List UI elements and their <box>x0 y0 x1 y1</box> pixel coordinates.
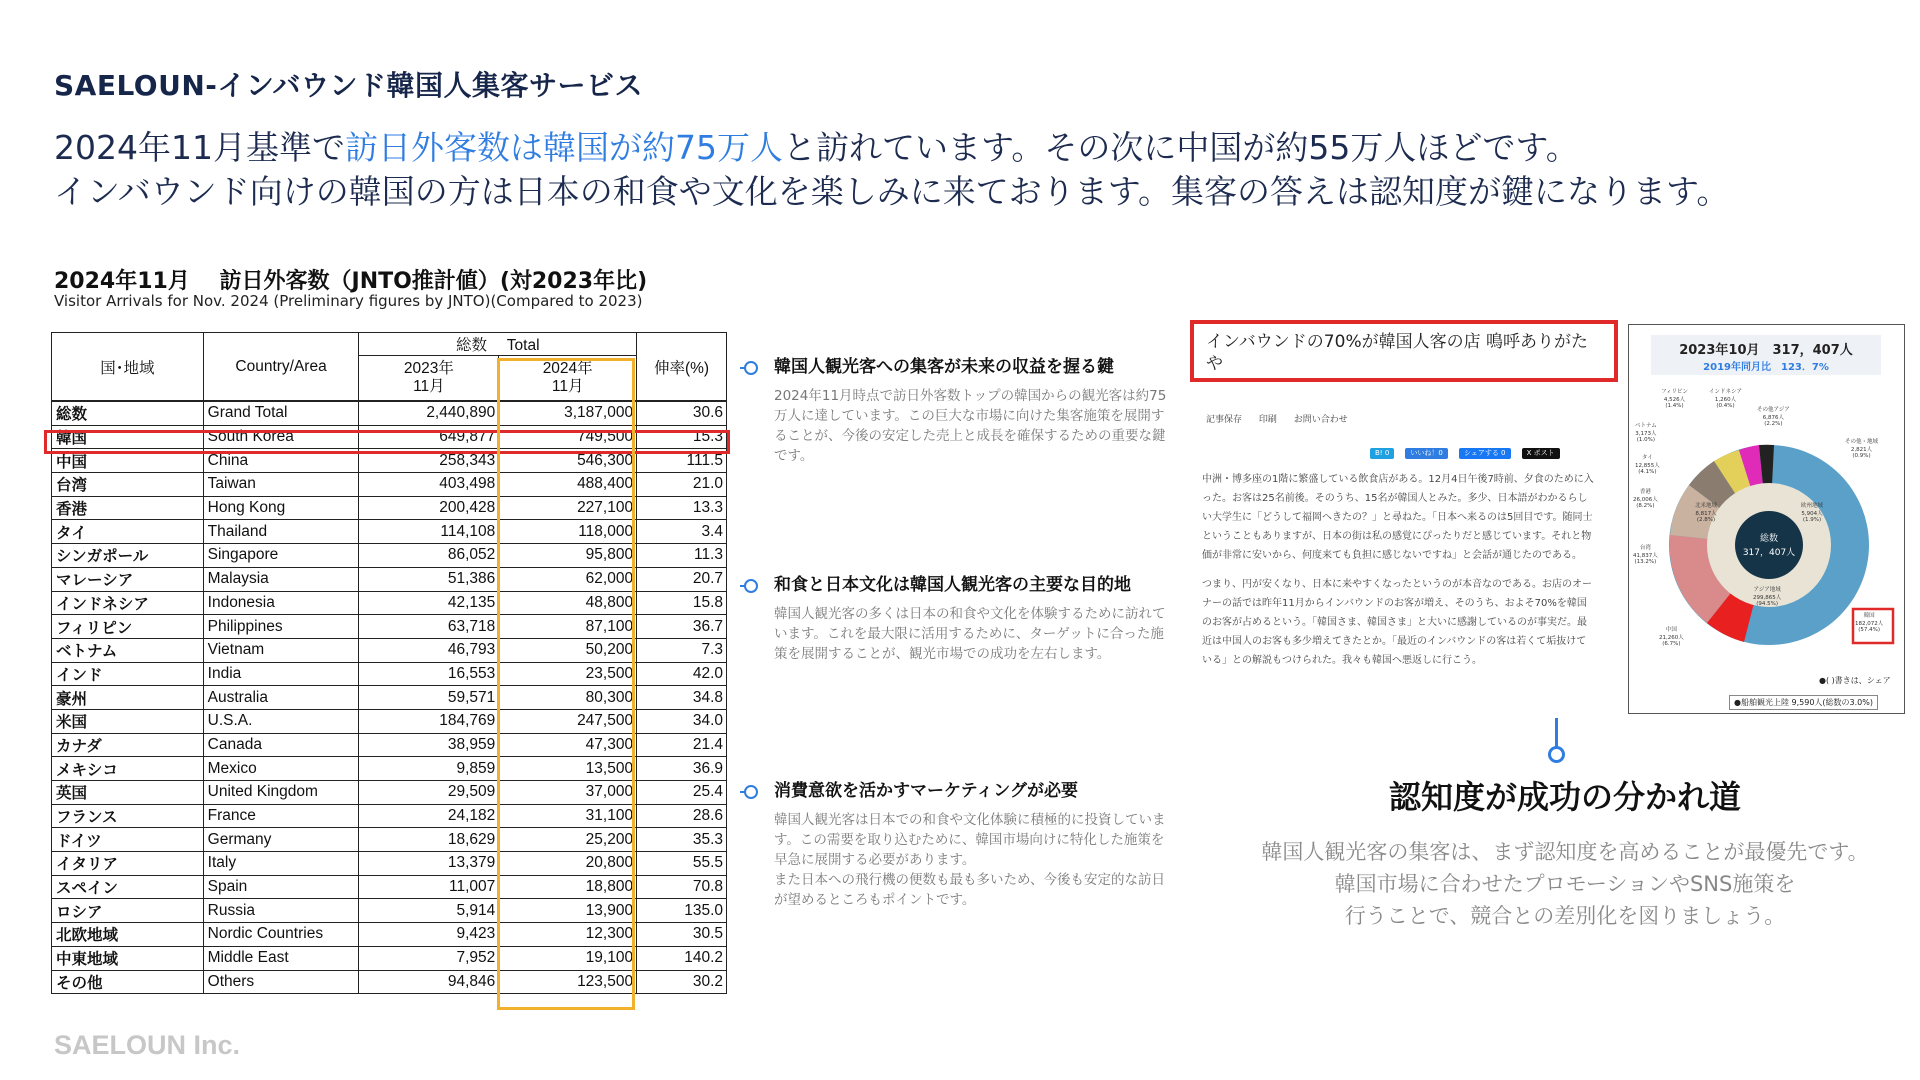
connector-dot-icon <box>1548 746 1565 763</box>
row-value-2024: 50,200 <box>499 638 637 662</box>
share-buttons <box>1370 440 1566 459</box>
row-region-jp: 豪州 <box>52 686 204 710</box>
donut-label-korea: 韓国 182,072人 (57.4%) <box>1855 613 1884 633</box>
row-growth: 21.0 <box>637 473 727 497</box>
row-growth: 15.3 <box>637 425 727 449</box>
row-value-2024: 25,200 <box>499 828 637 852</box>
row-value-2024: 48,800 <box>499 591 637 615</box>
row-growth: 11.3 <box>637 544 727 568</box>
row-growth: 20.7 <box>637 567 727 591</box>
row-growth: 21.4 <box>637 733 727 757</box>
headline-line-1 <box>54 126 1854 170</box>
row-value-2024: 13,500 <box>499 757 637 781</box>
row-value-2023: 59,571 <box>359 686 499 710</box>
point-title: 韓国人観光客への集客が未来の収益を握る鍵 <box>774 357 1114 377</box>
bullet-dot-icon <box>744 785 758 799</box>
row-region-en: Malaysia <box>203 567 359 591</box>
x-post-button[interactable]: X ポスト <box>1522 448 1560 459</box>
company-footer: SAELOUN Inc. <box>54 1030 241 1060</box>
contact-link[interactable]: お問い合わせ <box>1293 415 1348 425</box>
conclusion-line: 韓国市場に合わせたプロモーションやSNS施策を <box>1334 872 1796 896</box>
bullet-dot-icon <box>744 579 758 593</box>
table-subtitle: Visitor Arrivals for Nov. 2024 (Preliminary figures by JNTO)(Compared to 2023) <box>54 292 643 310</box>
header-growth: 伸率(%) <box>637 333 727 402</box>
row-value-2023: 29,509 <box>359 781 499 805</box>
row-value-2024: 31,100 <box>499 804 637 828</box>
headline-line-2: インバウンド向けの韓国の方は日本の和食や文化を楽しみに来ております。集客の答えは認知度が鍵になります。 <box>54 172 1730 211</box>
donut-footnote: ●船舶観光上陸 9,590人(総数の3.0%) <box>1729 695 1878 710</box>
row-value-2024: 247,500 <box>499 709 637 733</box>
row-value-2024: 23,500 <box>499 662 637 686</box>
news-article-screenshot <box>1190 320 1598 715</box>
row-value-2023: 63,718 <box>359 615 499 639</box>
conclusion-line: 行うことで、競合との差別化を図りましょう。 <box>1344 904 1786 928</box>
row-value-2024: 749,500 <box>499 425 637 449</box>
header-total: 総数 Total <box>359 333 637 356</box>
point-title: 和食と日本文化は韓国人観光客の主要な目的地 <box>774 575 1131 595</box>
headline-pre: 2024年11月基準で <box>54 128 345 167</box>
row-region-jp: 韓国 <box>52 425 204 449</box>
donut-label-philippines: フィリピン 4,526人 (1.4%) <box>1661 389 1689 409</box>
row-region-en: South Korea <box>203 425 359 449</box>
row-value-2023: 24,182 <box>359 804 499 828</box>
brand-title: SAELOUN-インバウンド韓国人集客サービス <box>54 69 643 102</box>
row-value-2024: 118,000 <box>499 520 637 544</box>
row-value-2023: 7,952 <box>359 946 499 970</box>
row-value-2024: 18,800 <box>499 875 637 899</box>
point-title: 消費意欲を活かすマーケティングが必要 <box>774 781 1078 801</box>
row-region-jp: フランス <box>52 804 204 828</box>
row-value-2023: 51,386 <box>359 567 499 591</box>
row-growth: 70.8 <box>637 875 727 899</box>
table-title: 2024年11月 訪日外客数（JNTO推計値）(対2023年比) <box>54 269 648 294</box>
row-region-jp: インドネシア <box>52 591 204 615</box>
donut-svg <box>1629 325 1904 713</box>
row-region-en: Taiwan <box>203 473 359 497</box>
row-region-jp: 中国 <box>52 449 204 473</box>
row-region-en: China <box>203 449 359 473</box>
row-value-2023: 184,769 <box>359 709 499 733</box>
header-region-en: Country/Area <box>203 333 359 402</box>
article-title: インバウンドの70%が韓国人客の店 鳴呼ありがたや <box>1190 320 1618 382</box>
row-region-jp: 北欧地域 <box>52 923 204 947</box>
row-region-en: Germany <box>203 828 359 852</box>
row-region-en: United Kingdom <box>203 781 359 805</box>
row-value-2023: 11,007 <box>359 875 499 899</box>
row-region-jp: インド <box>52 662 204 686</box>
row-region-en: Singapore <box>203 544 359 568</box>
row-value-2023: 16,553 <box>359 662 499 686</box>
row-value-2023: 9,859 <box>359 757 499 781</box>
row-region-en: Middle East <box>203 946 359 970</box>
row-region-jp: カナダ <box>52 733 204 757</box>
row-region-jp: メキシコ <box>52 757 204 781</box>
row-value-2023: 94,846 <box>359 970 499 994</box>
row-region-en: Russia <box>203 899 359 923</box>
row-growth: 30.6 <box>637 401 727 425</box>
row-value-2024: 47,300 <box>499 733 637 757</box>
row-value-2024: 87,100 <box>499 615 637 639</box>
row-region-jp: 台湾 <box>52 473 204 497</box>
row-region-en: Indonesia <box>203 591 359 615</box>
row-value-2024: 12,300 <box>499 923 637 947</box>
row-growth: 34.8 <box>637 686 727 710</box>
row-value-2024: 227,100 <box>499 496 637 520</box>
row-value-2024: 95,800 <box>499 544 637 568</box>
point-body: 2024年11月時点で訪日外客数トップの韓国からの観光客は約75万人に達しています。この巨大な市場に向けた集客施策を展開することが、今後の安定した売上と成長を確保するための重要な鍵です。 <box>774 388 1167 464</box>
donut-title: 2023年10月 317，407人 <box>1679 343 1853 358</box>
row-region-jp: ベトナム <box>52 638 204 662</box>
row-value-2024: 80,300 <box>499 686 637 710</box>
row-region-jp: 香港 <box>52 496 204 520</box>
row-value-2023: 86,052 <box>359 544 499 568</box>
facebook-share-button[interactable]: シェアする 0 <box>1459 448 1511 459</box>
row-growth: 13.3 <box>637 496 727 520</box>
headline-post: と訪れています。その次に中国が約55万人ほどです。 <box>782 128 1579 167</box>
headline-highlight: 訪日外客数は韓国が約75万人 <box>344 128 783 167</box>
headline <box>54 126 1854 214</box>
row-growth: 35.3 <box>637 828 727 852</box>
row-region-jp: ロシア <box>52 899 204 923</box>
row-region-jp: フィリピン <box>52 615 204 639</box>
row-growth: 15.8 <box>637 591 727 615</box>
row-region-en: Nordic Countries <box>203 923 359 947</box>
donut-center-value: 317，407人 <box>1742 548 1796 558</box>
donut-label-other-asia: その他アジア 6,876人 (2.2%) <box>1757 407 1790 427</box>
row-value-2024: 19,100 <box>499 946 637 970</box>
row-region-en: Mexico <box>203 757 359 781</box>
row-region-en: Hong Kong <box>203 496 359 520</box>
row-growth: 135.0 <box>637 899 727 923</box>
donut-legend-note: ●( )書きは、シェア <box>1819 676 1891 685</box>
row-value-2023: 46,793 <box>359 638 499 662</box>
column-2024-highlight <box>497 358 635 1010</box>
row-value-2024: 488,400 <box>499 473 637 497</box>
row-region-jp: ドイツ <box>52 828 204 852</box>
row-value-2024: 3,187,000 <box>499 401 637 425</box>
row-value-2023: 42,135 <box>359 591 499 615</box>
row-growth: 7.3 <box>637 638 727 662</box>
row-region-en: Others <box>203 970 359 994</box>
donut-subtitle: 2019年同月比 123．7% <box>1703 362 1829 373</box>
row-region-jp: 米国 <box>52 709 204 733</box>
header-region-jp: 国･地域 <box>52 333 204 402</box>
row-region-en: France <box>203 804 359 828</box>
row-value-2023: 2,440,890 <box>359 401 499 425</box>
donut-label-others: その他・地域 2,821人 (0.9%) <box>1845 439 1879 459</box>
row-growth: 36.9 <box>637 757 727 781</box>
donut-label-hongkong: 香港 26,006人 (8.2%) <box>1633 489 1658 509</box>
row-region-jp: スペイン <box>52 875 204 899</box>
donut-center-label: 総数 <box>1759 534 1779 544</box>
like-button[interactable]: いいね！0 <box>1405 448 1447 459</box>
row-region-jp: イタリア <box>52 852 204 876</box>
donut-label-asia: アジア地域 299,865人 (94.5%) <box>1753 587 1782 607</box>
row-value-2023: 9,423 <box>359 923 499 947</box>
row-growth: 28.6 <box>637 804 727 828</box>
row-region-jp: シンガポール <box>52 544 204 568</box>
row-region-jp: 中東地域 <box>52 946 204 970</box>
header-2024: 2024年 11月 <box>499 356 637 402</box>
row-growth: 111.5 <box>637 449 727 473</box>
row-region-jp: タイ <box>52 520 204 544</box>
row-region-en: Australia <box>203 686 359 710</box>
row-value-2023: 18,629 <box>359 828 499 852</box>
point-3 <box>774 780 1174 910</box>
row-growth: 140.2 <box>637 946 727 970</box>
row-value-2023: 200,428 <box>359 496 499 520</box>
row-value-2023: 258,343 <box>359 449 499 473</box>
donut-label-north-america: 北米地域 8,817人 (2.8%) <box>1695 503 1718 523</box>
bullet-dot-icon <box>744 361 758 375</box>
row-region-jp: その他 <box>52 970 204 994</box>
row-value-2023: 403,498 <box>359 473 499 497</box>
row-growth: 42.0 <box>637 662 727 686</box>
article-paragraph: つまり、円が安くなり、日本に来やすくなったというのが本音なのである。お店のオーナーの話では昨年11月からインバウンドのお客が増え、そのうち、およそ70%を韓国のお客が占めるという。「韓国さま、韓国さま」と大いに感謝しているのが事実だ。最近は中国人のお客も多少増えてきたとか。「最近のインバウンドの客は若くて垢抜けている」との解説もつけられた。我々も韓国へ悪返しに行こう。 <box>1202 579 1592 666</box>
row-value-2023: 13,379 <box>359 852 499 876</box>
hatena-button[interactable]: B! 0 <box>1370 448 1394 459</box>
row-growth: 55.5 <box>637 852 727 876</box>
row-region-en: Thailand <box>203 520 359 544</box>
row-region-en: U.S.A. <box>203 709 359 733</box>
row-growth: 30.5 <box>637 923 727 947</box>
row-region-en: Philippines <box>203 615 359 639</box>
article-paragraph: 中洲・博多座の1階に繁盛している飲食店がある。12月4日午後7時前、夕食のために入った。お客は25名前後。そのうち、15名が韓国人とみた。多少、日本語がわかるらしい大学生に「どうして福岡へきたの？」と尋ねた。「日本へ来るのは5回目です。随同士ということもありますが、日本の街は私の感覚にぴったりだと感じています。それと物価が非常に安いから、何度来ても負担に感じないですね」と会話が通じたのである。 <box>1202 474 1594 561</box>
row-region-en: Canada <box>203 733 359 757</box>
conclusion-text <box>1200 836 1920 932</box>
row-region-en: Italy <box>203 852 359 876</box>
row-growth: 36.7 <box>637 615 727 639</box>
row-growth: 34.0 <box>637 709 727 733</box>
donut-label-europe: 欧州地域 5,904人 (1.9%) <box>1801 503 1824 523</box>
row-value-2023: 649,877 <box>359 425 499 449</box>
row-growth: 25.4 <box>637 781 727 805</box>
row-region-jp: 英国 <box>52 781 204 805</box>
row-value-2024: 123,500 <box>499 970 637 994</box>
point-body: 韓国人観光客の多くは日本の和食や文化を体験するために訪れています。これを最大限に活用するために、ターゲットに合った施策を展開することが、観光市場での成功を左右します。 <box>774 606 1166 662</box>
header-2023: 2023年 11月 <box>359 356 499 402</box>
row-region-en: Spain <box>203 875 359 899</box>
save-article-link[interactable]: 記事保存 <box>1206 415 1243 425</box>
arrivals-donut-figure <box>1628 324 1905 714</box>
row-value-2023: 5,914 <box>359 899 499 923</box>
print-link[interactable]: 印刷 <box>1258 415 1277 425</box>
row-value-2024: 37,000 <box>499 781 637 805</box>
row-region-en: Vietnam <box>203 638 359 662</box>
conclusion-line: 韓国人観光客の集客は、まず認知度を高めることが最優先です。 <box>1261 840 1869 864</box>
row-value-2024: 13,900 <box>499 899 637 923</box>
donut-label-taiwan: 台湾 41,837人 (13.2%) <box>1633 545 1658 565</box>
point-1 <box>774 356 1174 466</box>
article-body <box>1202 470 1594 680</box>
row-region-jp: 総数 <box>52 401 204 425</box>
donut-label-china: 中国 21,260人 (6.7%) <box>1659 627 1684 647</box>
article-toolbar <box>1206 412 1362 425</box>
point-2 <box>774 574 1174 664</box>
row-growth: 30.2 <box>637 970 727 994</box>
row-region-en: Grand Total <box>203 401 359 425</box>
donut-center <box>1735 511 1803 579</box>
row-growth: 3.4 <box>637 520 727 544</box>
row-region-jp: マレーシア <box>52 567 204 591</box>
donut-label-vietnam: ベトナム 3,173人 (1.0%) <box>1635 423 1657 443</box>
point-body: 韓国人観光客は日本での和食や文化体験に積極的に投資しています。この需要を取り込むために、韓国市場向けに特化した施策を早急に展開する必要があります。 また日本への飛行機の便数も最も多いため、今後も安定的な訪日が望めるところもポイントです。 <box>774 812 1166 908</box>
row-value-2023: 114,108 <box>359 520 499 544</box>
row-value-2024: 62,000 <box>499 567 637 591</box>
row-value-2023: 38,959 <box>359 733 499 757</box>
row-region-en: India <box>203 662 359 686</box>
row-value-2024: 20,800 <box>499 852 637 876</box>
donut-label-thailand: タイ 12,855人 (4.1%) <box>1635 455 1660 475</box>
row-value-2024: 546,300 <box>499 449 637 473</box>
donut-label-indonesia: インドネシア 1,260人 (0.4%) <box>1709 389 1742 409</box>
conclusion-title: 認知度が成功の分かれ道 <box>1388 778 1741 816</box>
